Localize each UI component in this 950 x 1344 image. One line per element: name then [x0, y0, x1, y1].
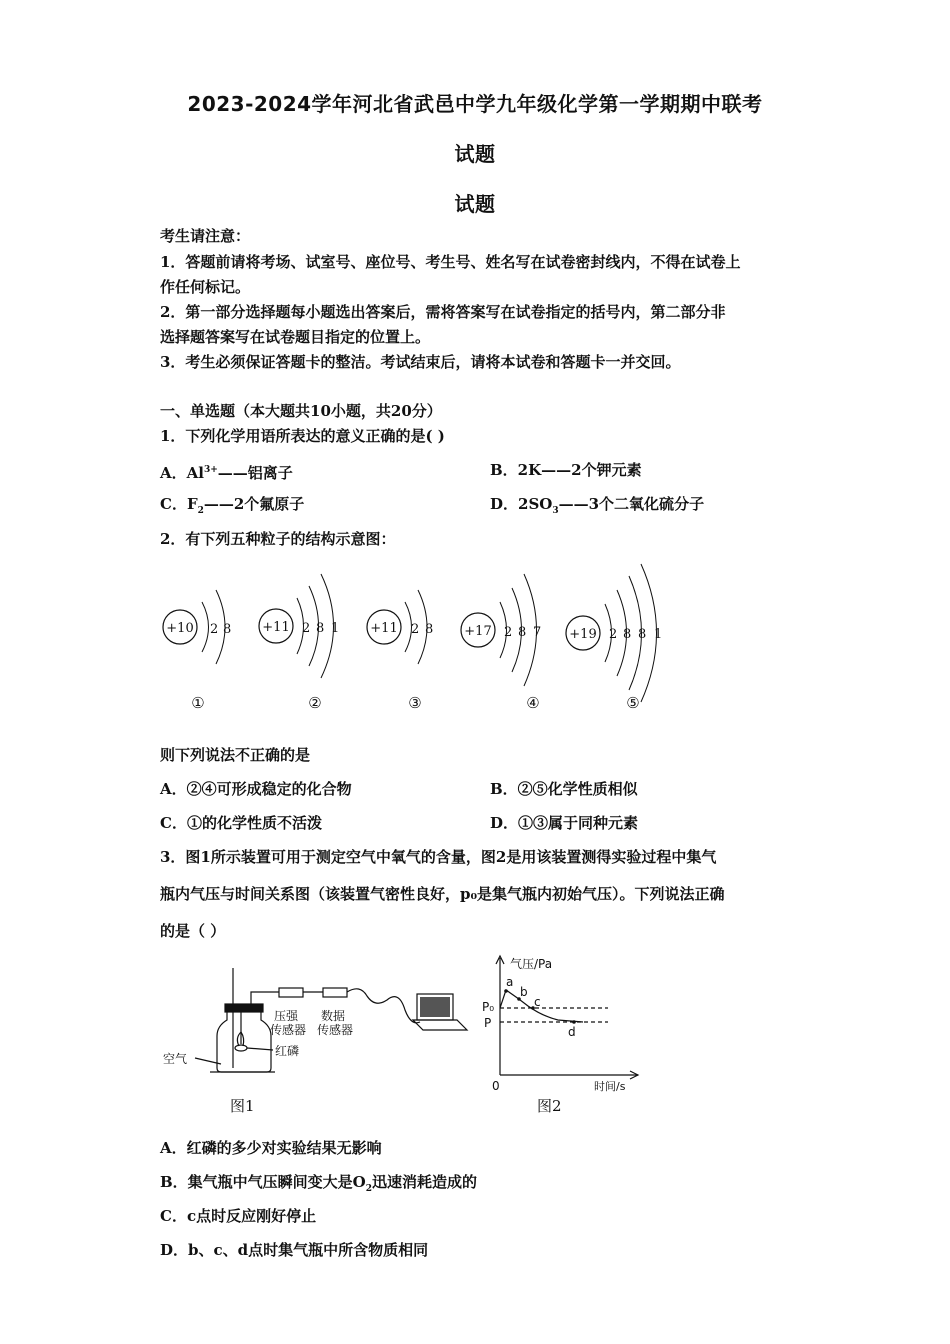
atom-3-shell-2: 8: [425, 622, 434, 637]
q3-option-b: [160, 1172, 477, 1199]
atom-5-label: ⑤: [626, 694, 640, 712]
page-title-line2: 试题: [454, 142, 496, 166]
q1-d-post: ——3个二氧化硫分子: [558, 495, 705, 513]
figure-1-caption: 图1: [230, 1097, 255, 1115]
notice-item-2a: 2．第一部分选择题每小题选出答案后，需将答案写在试卷指定的括号内，第二部分非: [160, 303, 726, 321]
q3-b-text: B．集气瓶中气压瞬间变大是O: [160, 1173, 366, 1191]
sensor-cable: [347, 989, 420, 1023]
q1-d-text: D．2SO: [490, 495, 553, 513]
atom-4-nucleus: +17: [464, 624, 492, 639]
atom-3-nucleus: +11: [370, 621, 398, 636]
q3-option-a: A．红磷的多少对实验结果无影响: [160, 1139, 382, 1157]
q1-a-sup: 3+: [203, 465, 218, 475]
page-title: 2023-2024学年河北省武邑中学九年级化学第一学期期中联考: [187, 92, 763, 116]
atom-4: [461, 574, 541, 712]
label-data-1: 数据: [321, 1009, 346, 1023]
q2-follow: 则下列说法不正确的是: [160, 746, 311, 764]
origin-label: 0: [492, 1079, 500, 1093]
q3-b-post: 迅速消耗造成的: [372, 1173, 478, 1191]
atom-2-shell-1: 2: [302, 621, 311, 636]
atom-5-shell-4: 1: [654, 627, 663, 642]
q1-a-text: A．Al: [160, 464, 204, 482]
notice-item-3: 3．考生必须保证答题卡的整洁。考试结束后，请将本试卷和答题卡一并交回。: [160, 353, 681, 371]
atom-3-shell-1: 2: [411, 622, 420, 637]
q1-option-c: [160, 494, 304, 521]
p0-label: P₀: [482, 1000, 495, 1014]
laptop-keyboard: [413, 1020, 467, 1030]
q1-c-sub: 2: [197, 506, 204, 516]
q1-c-text: C．F: [160, 495, 198, 513]
q1-option-b: B．2K——2个钾元素: [490, 461, 642, 479]
atom-4-shell-2: 8: [518, 625, 527, 640]
atom-structure-diagrams: [150, 560, 680, 720]
notice-item-2b: 选择题答案写在试卷题目指定的位置上。: [160, 328, 431, 346]
atom-5-nucleus: +19: [569, 627, 597, 642]
atom-1-nucleus: +10: [166, 621, 194, 636]
figure-1-apparatus: [155, 960, 475, 1090]
notice-heading: 考生请注意：: [160, 227, 251, 245]
atom-1-shell-1: 2: [210, 622, 219, 637]
label-air: 空气: [163, 1052, 188, 1066]
q2-option-c: C．①的化学性质不活泼: [160, 814, 322, 832]
q2-option-d: D．①③属于同种元素: [490, 814, 639, 832]
data-sensor: [323, 988, 347, 997]
p-label: P: [484, 1016, 492, 1030]
point-a-label: a: [506, 975, 514, 989]
atom-5-shell-1: 2: [609, 627, 618, 642]
atom-5-shell-3: 8: [638, 627, 647, 642]
connecting-tube: [251, 992, 279, 1004]
q3-b-sub: 2: [365, 1184, 373, 1194]
q1-c-post: ——2个氟原子: [203, 495, 305, 513]
atom-1-shell-2: 8: [223, 622, 232, 637]
figure-2-pressure-graph: [478, 950, 648, 1095]
q3-stem-1: 3．图1所示装置可用于测定空气中氧气的含量，图2是用该装置测得实验过程中集气: [160, 848, 717, 866]
notice-item-1b: 作任何标记。: [160, 278, 251, 296]
x-axis-label: 时间/s: [594, 1080, 626, 1093]
pressure-curve: [500, 990, 583, 1022]
q3-stem-2: 瓶内气压与时间关系图（该装置气密性良好，p₀是集气瓶内初始气压）。下列说法正确: [160, 885, 725, 903]
label-pressure-2: 传感器: [270, 1023, 307, 1037]
q3-option-c: C．c点时反应刚好停止: [160, 1207, 317, 1225]
atom-5: [566, 564, 662, 712]
figure-2-caption: 图2: [537, 1097, 562, 1115]
spoon-cup: [235, 1045, 247, 1051]
notice-item-1a: 1．答题前请将考场、试室号、座位号、考生号、姓名写在试卷密封线内，不得在试卷上: [160, 253, 741, 271]
atom-5-shell-2: 8: [623, 627, 632, 642]
label-pressure-1: 压强: [274, 1009, 299, 1023]
point-d-label: d: [568, 1025, 576, 1039]
q2-stem: 2．有下列五种粒子的结构示意图：: [160, 530, 396, 548]
label-data-2: 传感器: [317, 1023, 354, 1037]
atom-3: [367, 590, 433, 712]
q1-option-a: [160, 460, 293, 483]
atom-1: [163, 590, 231, 712]
q1-a-post: ——铝离子: [217, 464, 293, 482]
atom-4-label: ④: [526, 694, 540, 712]
bottle-stopper: [225, 1004, 263, 1012]
point-b-label: b: [520, 985, 528, 999]
q3-stem-3: 的是（ ）: [160, 922, 226, 940]
point-d: [572, 1020, 576, 1024]
atom-1-label: ①: [191, 694, 205, 712]
atom-2: [259, 574, 339, 712]
q1-d-sub: 3: [552, 506, 559, 516]
atom-4-shell-3: 7: [533, 625, 542, 640]
point-c-label: c: [534, 995, 541, 1009]
q2-option-a: A．②④可形成稳定的化合物: [160, 780, 352, 798]
q2-option-b: B．②⑤化学性质相似: [490, 780, 638, 798]
q1-option-d: [490, 494, 704, 521]
atom-2-nucleus: +11: [262, 620, 290, 635]
atom-2-shell-3: 1: [331, 621, 340, 636]
q1-stem: 1．下列化学用语所表达的意义正确的是( ): [160, 427, 445, 445]
q3-option-d: D．b、c、d点时集气瓶中所含物质相同: [160, 1241, 429, 1259]
section-heading: 一、单选题（本大题共10小题，共20分）: [160, 402, 442, 420]
page-title-line3: 试题: [454, 192, 496, 216]
label-phosphorus: 红磷: [275, 1044, 300, 1058]
phosphorus-pointer: [247, 1048, 273, 1050]
pressure-sensor: [279, 988, 303, 997]
atom-2-shell-2: 8: [316, 621, 325, 636]
atom-4-shell-1: 2: [504, 625, 513, 640]
y-axis-label: 气压/Pa: [510, 957, 553, 971]
atom-3-label: ③: [408, 694, 422, 712]
atom-2-label: ②: [308, 694, 322, 712]
point-a: [504, 989, 508, 993]
